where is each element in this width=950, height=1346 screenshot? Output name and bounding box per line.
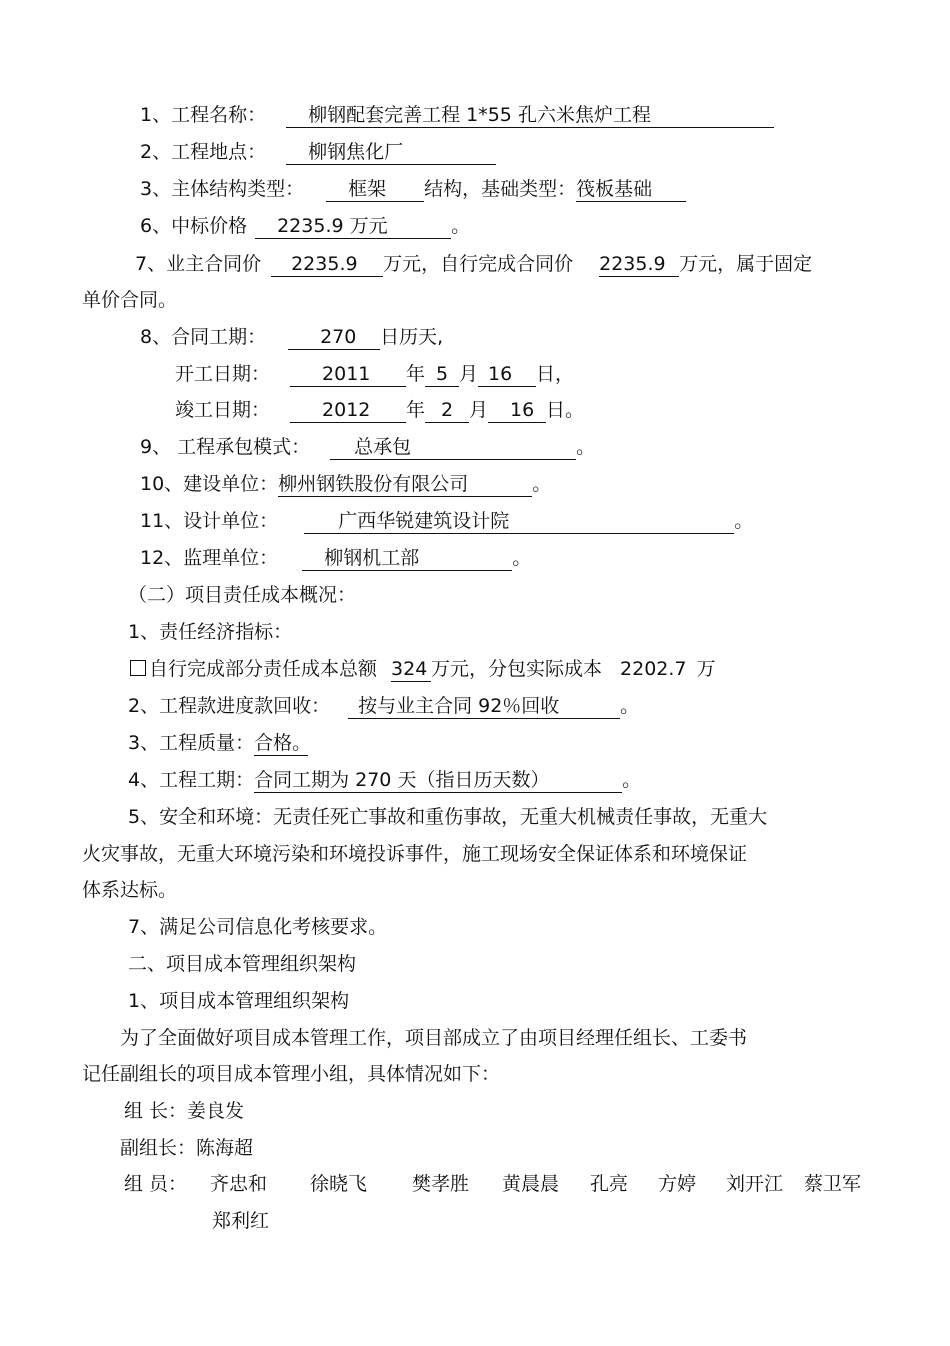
project-location-row	[140, 139, 496, 165]
quality-row	[128, 730, 312, 756]
leader-name: 姜良发	[187, 1100, 245, 1122]
informatization-row: 7、满足公司信息化考核要求。	[128, 916, 388, 938]
safety-line-1: 5、安全和环境：无责任死亡事故和重伤事故，无重大机械责任事故，无重大	[128, 806, 768, 828]
member-name: 蔡卫军	[804, 1173, 862, 1195]
deputy-name: 陈海超	[196, 1137, 254, 1159]
project-name-row	[140, 102, 774, 128]
end-year: 2012	[290, 398, 406, 423]
owner-contract-row	[135, 251, 812, 277]
project-location-value: 柳钢焦化厂	[286, 140, 496, 165]
bid-price-label: 6、中标价格	[140, 215, 248, 237]
cost-total-label: 自行完成部分责任成本总额	[149, 658, 378, 680]
start-year: 2011	[290, 362, 406, 387]
bid-price-row	[140, 213, 470, 239]
schedule-label: 4、工程工期：	[128, 769, 255, 791]
owner-contract-value: 2235.9	[271, 252, 383, 277]
bid-price-end: 。	[451, 215, 471, 237]
contract-mode-value: 总承包	[330, 435, 576, 460]
start-date-row	[175, 361, 574, 387]
cost-total-value: 324	[391, 657, 431, 682]
supervision-unit-row	[140, 545, 531, 571]
quality-label: 3、工程质量：	[128, 732, 255, 754]
subcontract-cost-value: 2202.7	[620, 658, 687, 680]
start-day: 16	[478, 362, 536, 387]
payment-recovery-row	[128, 693, 639, 719]
structure-type-label: 3、主体结构类型：	[140, 178, 305, 200]
checkbox-icon	[130, 660, 146, 676]
subcontract-cost-unit: 万	[696, 658, 716, 680]
deputy-row	[120, 1135, 253, 1161]
member-name: 孔亮	[590, 1173, 629, 1195]
section-cost-overview-title: （二）项目责任成本概况：	[128, 584, 357, 606]
contract-mode-end: 。	[576, 436, 596, 458]
year-char: 年	[406, 363, 426, 385]
payment-recovery-end: 。	[620, 695, 640, 717]
foundation-type-label: 结构，基础类型：	[424, 178, 577, 200]
schedule-end: 。	[622, 769, 642, 791]
leader-row	[124, 1098, 244, 1124]
owner-unit-value: 柳州钢铁股份有限公司	[278, 472, 532, 497]
design-unit-value: 广西华锐建筑设计院	[304, 509, 734, 534]
safety-line-2: 火灾事故，无重大环境污染和环境投诉事件，施工现场安全保证体系和环境保证	[82, 843, 748, 865]
member-name: 齐忠和	[210, 1173, 268, 1195]
contract-period-value: 270	[288, 325, 380, 350]
member-name: 刘开江	[726, 1173, 784, 1195]
project-name-value: 柳钢配套完善工程 1*55 孔六米焦炉工程	[286, 103, 774, 128]
self-contract-value: 2235.9	[599, 252, 679, 277]
cost-total-row	[130, 656, 716, 682]
contract-mode-label: 9、 工程承包模式：	[140, 436, 311, 458]
owner-contract-cont: 单价合同。	[82, 289, 178, 311]
member-name: 方婷	[658, 1173, 697, 1195]
start-month: 5	[425, 362, 459, 387]
start-date-label: 开工日期：	[175, 363, 271, 385]
month-char: 月	[469, 399, 489, 421]
members-label: 组 员：	[124, 1173, 188, 1195]
schedule-value: 合同工期为 270 天（指日历天数）	[254, 768, 622, 793]
bid-price-value: 2235.9 万元	[255, 214, 451, 239]
project-location-label: 2、工程地点：	[140, 141, 267, 163]
supervision-unit-label: 12、监理单位：	[140, 547, 279, 569]
contract-period-row	[140, 324, 443, 350]
contract-period-unit: 日历天,	[380, 326, 444, 348]
design-unit-row	[140, 508, 753, 534]
owner-contract-label: 7、业主合同价	[135, 253, 262, 275]
subcontract-cost-label: 万元，分包实际成本	[431, 658, 603, 680]
org-subtitle: 1、项目成本管理组织架构	[128, 990, 350, 1012]
org-paragraph-line-1: 为了全面做好项目成本管理工作，项目部成立了由项目经理任组长、工委书	[120, 1027, 748, 1049]
payment-recovery-value: 按与业主合同 92％回收	[348, 694, 620, 719]
member-name: 徐晓飞	[310, 1173, 368, 1195]
month-char: 月	[459, 363, 479, 385]
quality-value: 合格。	[254, 732, 312, 754]
payment-recovery-label: 2、工程款进度款回收：	[128, 695, 331, 717]
deputy-label: 副组长：	[120, 1137, 197, 1159]
supervision-unit-value: 柳钢机工部	[302, 546, 512, 571]
year-char: 年	[406, 399, 426, 421]
member-name: 郑利红	[212, 1210, 270, 1232]
supervision-unit-end: 。	[512, 547, 532, 569]
self-contract-label: 万元，自行完成合同价	[383, 253, 574, 275]
org-paragraph-line-2: 记任副组长的项目成本管理小组，具体情况如下：	[82, 1063, 501, 1085]
leader-label: 组 长：	[124, 1100, 188, 1122]
responsibility-indicator-title: 1、责任经济指标：	[128, 621, 293, 643]
member-name: 黄晨晨	[502, 1173, 560, 1195]
owner-unit-end: 。	[532, 473, 552, 495]
safety-line-3: 体系达标。	[82, 879, 178, 901]
end-month: 2	[425, 398, 469, 423]
contract-mode-row	[140, 434, 595, 460]
structure-type-row	[140, 176, 686, 202]
members-row	[124, 1171, 884, 1201]
foundation-type-value: 筏板基础	[576, 177, 686, 202]
contract-period-label: 8、合同工期：	[140, 326, 267, 348]
end-date-label: 竣工日期：	[175, 399, 271, 421]
day-char: 日，	[536, 363, 575, 385]
member-name: 樊孝胜	[412, 1173, 470, 1195]
self-contract-tail: 万元，属于固定	[679, 253, 813, 275]
day-char: 日。	[546, 399, 585, 421]
schedule-row	[128, 767, 641, 793]
end-day: 16	[488, 398, 546, 423]
structure-type-value: 框架	[326, 177, 424, 202]
project-name-label: 1、工程名称：	[140, 104, 267, 126]
end-date-row	[175, 397, 584, 423]
design-unit-end: 。	[734, 510, 754, 532]
owner-unit-label: 10、建设单位：	[140, 473, 279, 495]
design-unit-label: 11、设计单位：	[140, 510, 279, 532]
owner-unit-row	[140, 471, 551, 497]
section-org-title: 二、项目成本管理组织架构	[128, 953, 357, 975]
